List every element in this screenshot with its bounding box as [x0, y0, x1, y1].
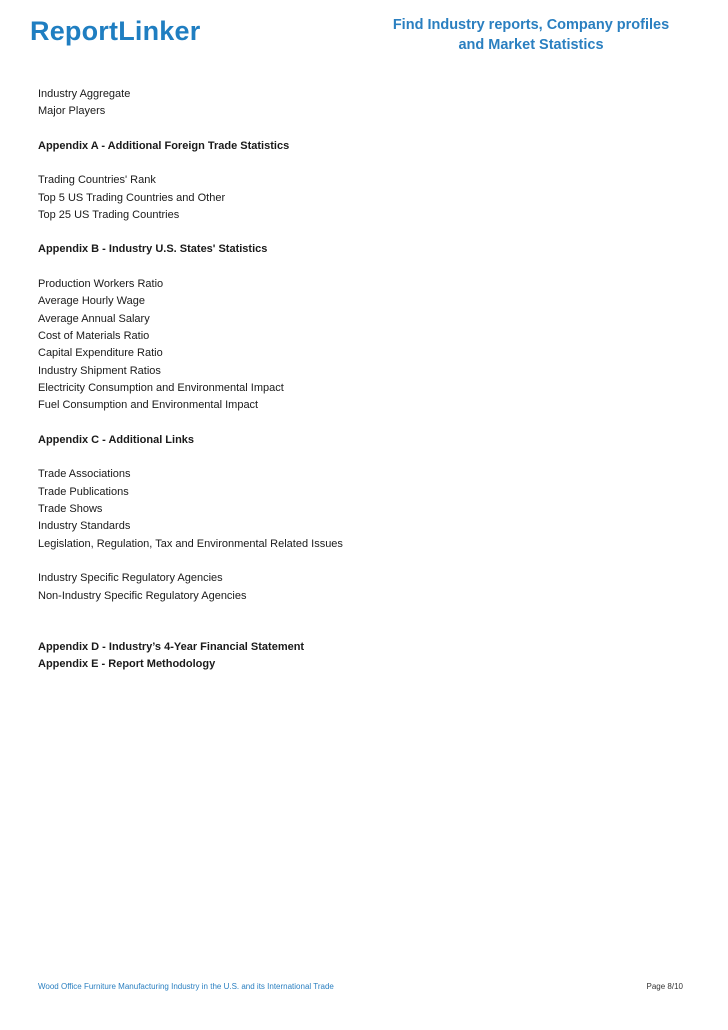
appendix-e-heading: Appendix E - Report Methodology — [38, 658, 216, 671]
reportlinker-logo[interactable]: ReportLinker — [30, 16, 201, 46]
toc-item: Average Annual Salary — [38, 312, 150, 325]
toc-item: Top 5 US Trading Countries and Other — [38, 191, 226, 204]
toc-item: Trade Publications — [38, 485, 129, 498]
appendix-b-heading: Appendix B - Industry U.S. States' Statistics — [38, 243, 268, 256]
header-tagline — [386, 15, 676, 55]
appendix-a-heading: Appendix A - Additional Foreign Trade Statistics — [38, 139, 290, 152]
toc-item: Fuel Consumption and Environmental Impact — [38, 399, 259, 412]
toc-item: Industry Shipment Ratios — [38, 364, 161, 377]
page-footer — [38, 982, 683, 991]
toc-item: Non-Industry Specific Regulatory Agencies — [38, 589, 247, 602]
toc-item: Top 25 US Trading Countries — [38, 208, 180, 221]
toc-item: Industry Aggregate — [38, 88, 131, 100]
toc-item: Production Workers Ratio — [38, 277, 164, 290]
appendix-d-heading: Appendix D - Industry’s 4-Year Financial Statement — [38, 640, 305, 653]
toc-item: Average Hourly Wage — [38, 295, 145, 308]
page-number: Page 8/10 — [646, 982, 683, 991]
toc-item: Capital Expenditure Ratio — [38, 347, 163, 360]
toc-item: Trading Countries' Rank — [38, 174, 156, 187]
toc-item: Cost of Materials Ratio — [38, 329, 150, 342]
toc-content — [38, 86, 678, 674]
toc-item: Major Players — [38, 105, 106, 118]
toc-item: Legislation, Regulation, Tax and Environmental Related Issues — [38, 537, 343, 550]
toc-item: Industry Standards — [38, 520, 131, 533]
tagline-line-1: Find Industry reports, Company profiles — [392, 17, 670, 33]
toc-item: Trade Shows — [38, 503, 103, 516]
appendix-c-heading: Appendix C - Additional Links — [38, 433, 195, 446]
toc-item: Industry Specific Regulatory Agencies — [38, 572, 223, 585]
tagline-line-2: and Market Statistics — [458, 37, 604, 53]
footer-report-title-link[interactable]: Wood Office Furniture Manufacturing Industry in the U.S. and its International Trade — [38, 982, 334, 991]
toc-item: Electricity Consumption and Environmental Impact — [38, 382, 284, 395]
toc-item: Trade Associations — [38, 468, 131, 481]
